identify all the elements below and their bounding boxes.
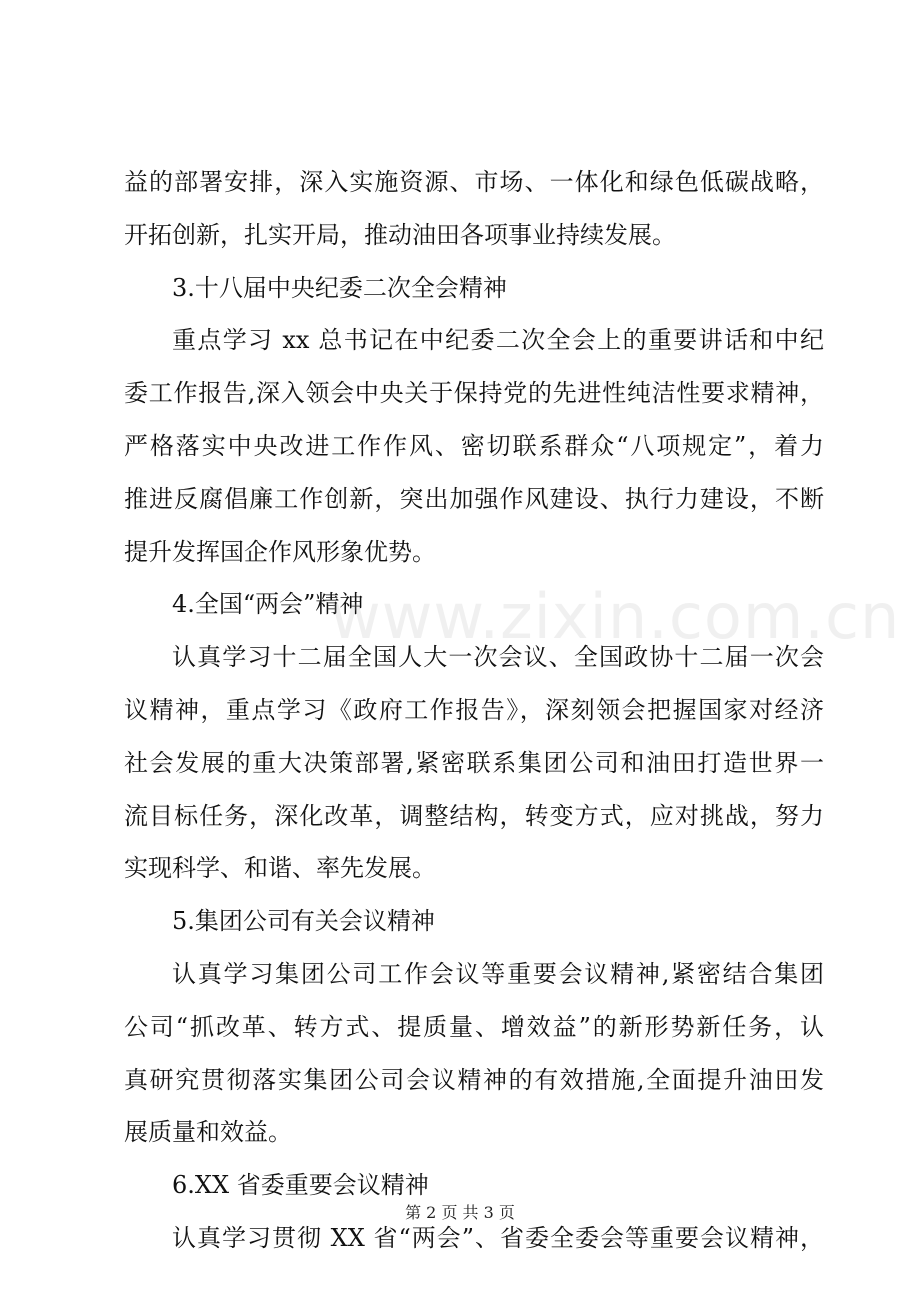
paragraph-line: 社会发展的重大决策部署,紧密联系集团公司和油田打造世界一	[124, 748, 824, 777]
paragraph-line: 流目标任务，深化改革，调整结构，转变方式，应对挑战，努力	[124, 801, 824, 830]
paragraph-line: 展质量和效益。	[124, 1118, 292, 1147]
paragraph-line: 认真学习贯彻 XX 省“两会”、省委全委会等重要会议精神，	[172, 1223, 824, 1252]
paragraph-line: 开拓创新，扎实开局，推动油田各项事业持续发展。	[124, 220, 676, 249]
paragraph-line: 提升发挥国企作风形象优势。	[124, 537, 436, 566]
paragraph-line: 认真学习十二届全国人大一次会议、全国政协十二届一次会	[172, 643, 824, 672]
paragraph-line: 委工作报告,深入领会中央关于保持党的先进性纯洁性要求精神，	[124, 379, 824, 408]
watermark: www.zixin.com.cn	[330, 580, 901, 653]
section-heading: 6.XX 省委重要会议精神	[172, 1171, 429, 1200]
page-footer: 第 2 页 共 3 页	[405, 1203, 515, 1222]
section-heading: 4.全国“两会”精神	[172, 590, 364, 619]
paragraph-line: 益的部署安排，深入实施资源、市场、一体化和绿色低碳战略，	[124, 168, 824, 196]
paragraph-line: 重点学习 xx 总书记在中纪委二次全会上的重要讲话和中纪	[172, 326, 824, 355]
paragraph-line: 实现科学、和谐、率先发展。	[124, 854, 436, 883]
section-heading: 3.十八届中央纪委二次全会精神	[172, 273, 507, 302]
paragraph-line: 严格落实中央改进工作作风、密切联系群众“八项规定”，着力	[124, 431, 824, 460]
paragraph-line: 真研究贯彻落实集团公司会议精神的有效措施,全面提升油田发	[124, 1065, 824, 1094]
section-heading: 5.集团公司有关会议精神	[172, 907, 435, 936]
paragraph-line: 议精神，重点学习《政府工作报告》，深刻领会把握国家对经济	[124, 695, 824, 724]
paragraph-line: 推进反腐倡廉工作创新，突出加强作风建设、执行力建设，不断	[124, 484, 824, 513]
document-body	[124, 156, 824, 1265]
paragraph-line: 公司“抓改革、转方式、提质量、增效益”的新形势新任务，认	[124, 1012, 824, 1041]
paragraph-line: 认真学习集团公司工作会议等重要会议精神,紧密结合集团	[172, 959, 824, 988]
